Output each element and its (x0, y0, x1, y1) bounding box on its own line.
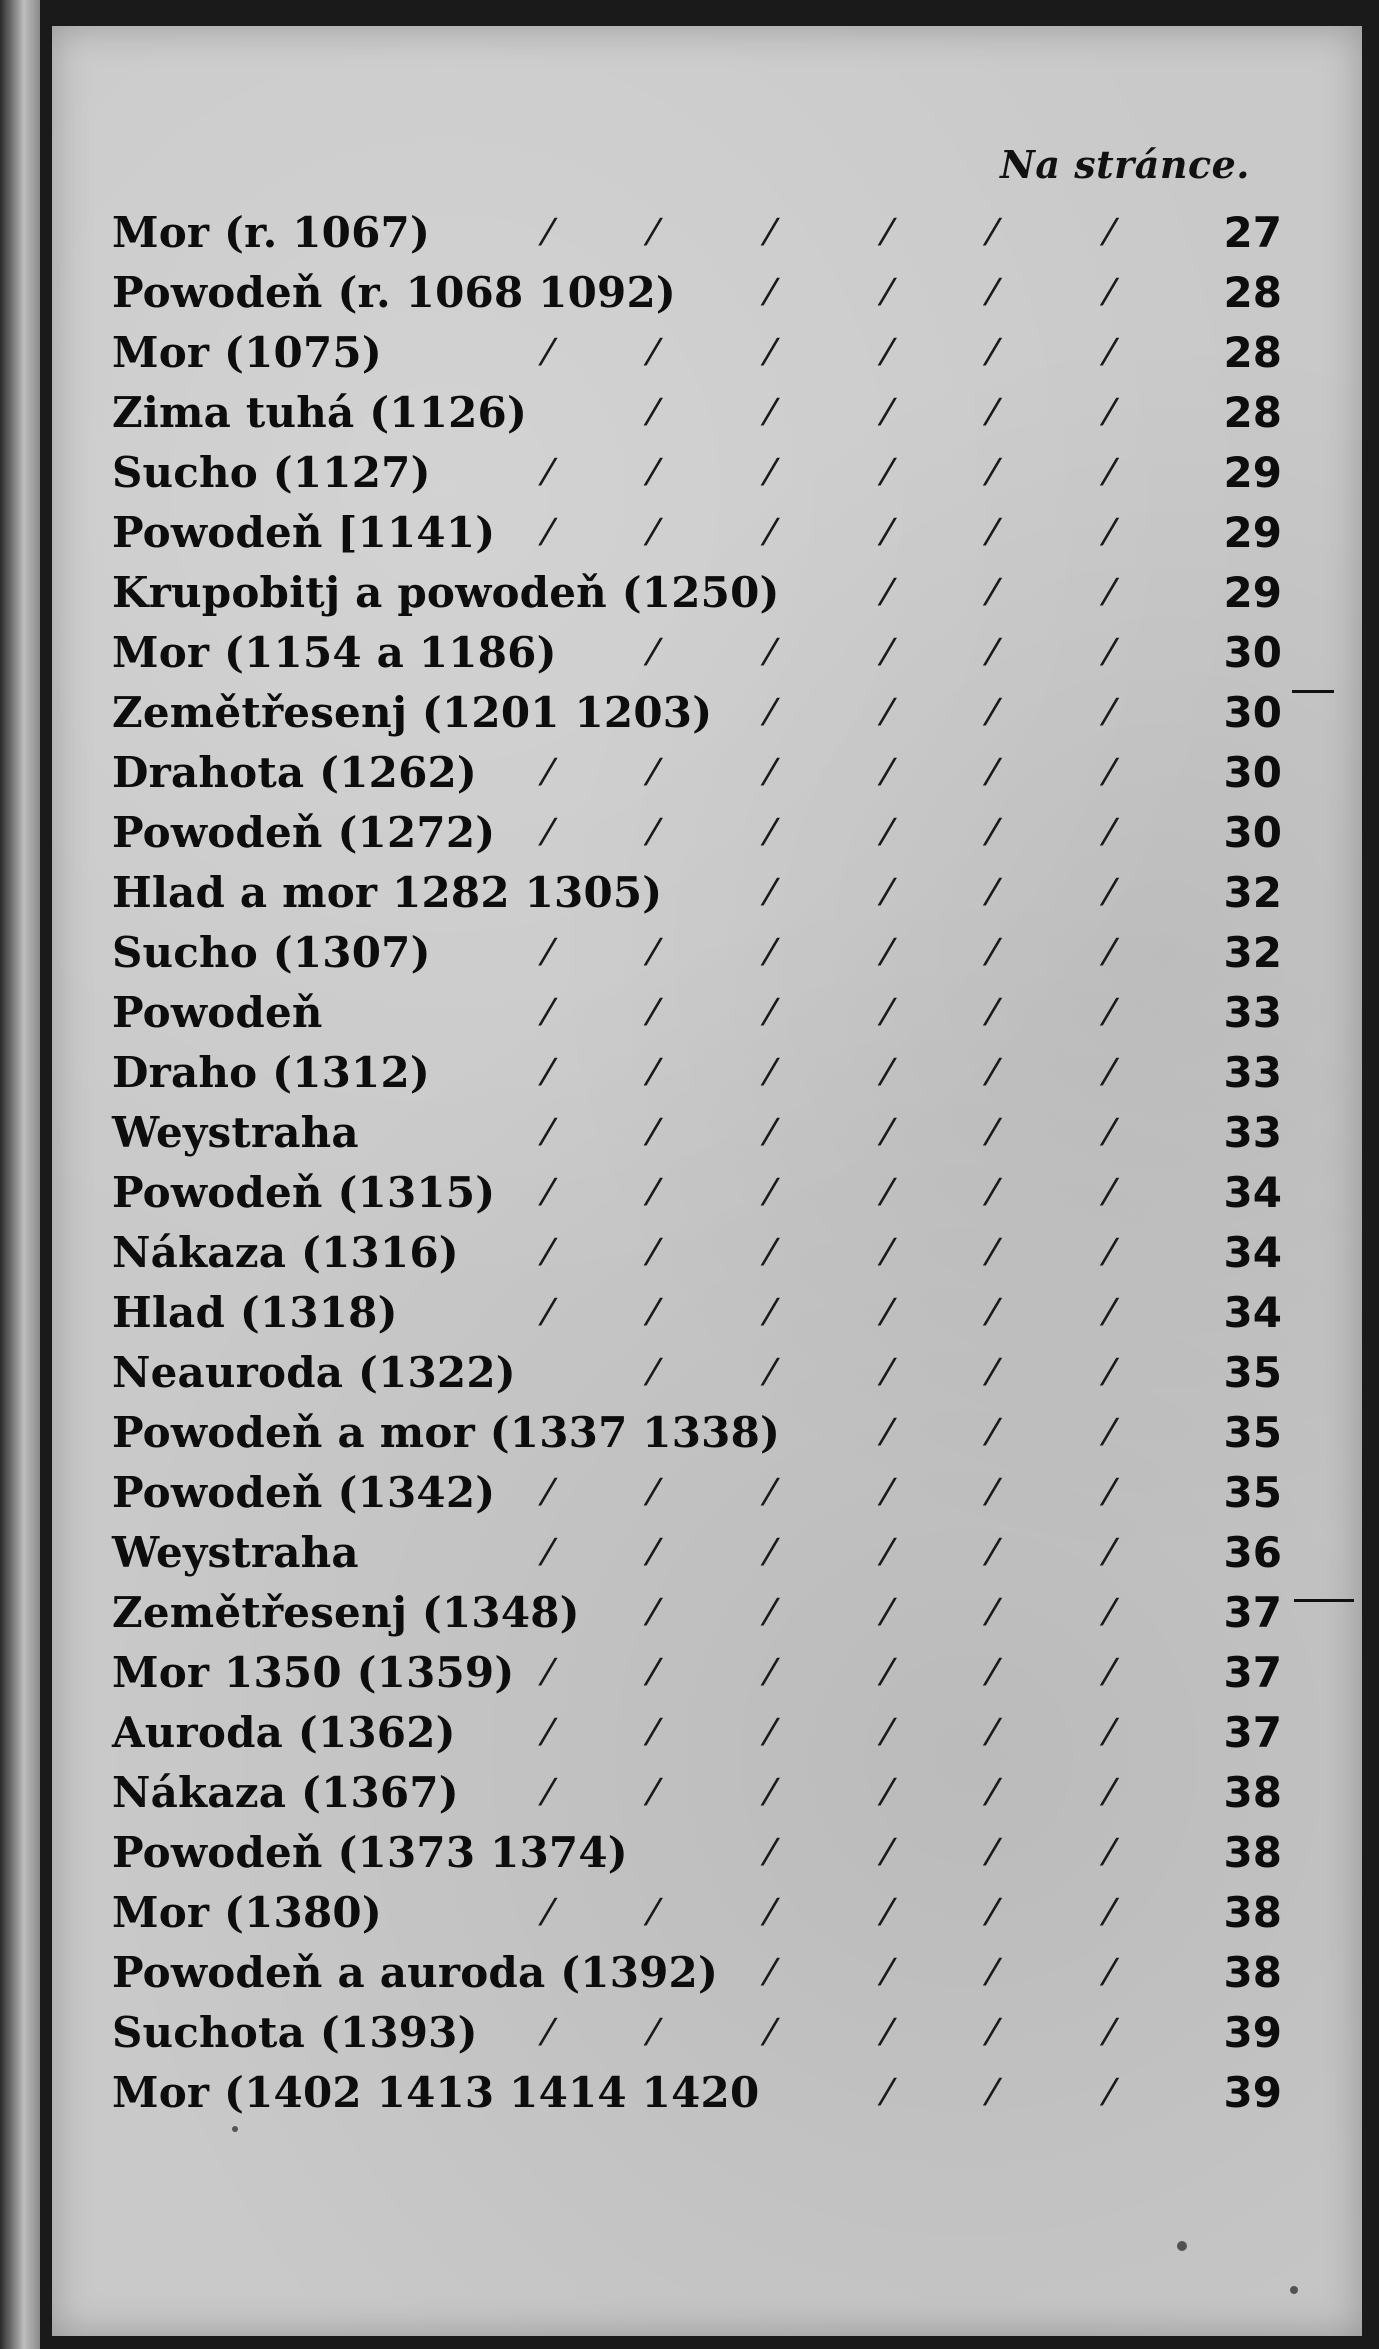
toc-entry (112, 1404, 1282, 1464)
leader-mark: ⁄ (884, 1952, 891, 1994)
leader-mark: ⁄ (989, 992, 996, 1034)
leader-mark: ⁄ (1106, 992, 1113, 1034)
leader-mark: ⁄ (544, 1892, 551, 1934)
left-page-edge (0, 0, 40, 2349)
leader-mark: ⁄ (1106, 512, 1113, 554)
toc-entry-title: Powodeň (1342) (112, 1468, 496, 1517)
toc-entry-page: 29 (1223, 568, 1282, 617)
leader-mark: ⁄ (544, 1172, 551, 1214)
leader-mark: ⁄ (544, 512, 551, 554)
leader-mark: ⁄ (544, 1772, 551, 1814)
leader-mark: ⁄ (884, 752, 891, 794)
leader-mark: ⁄ (767, 1292, 774, 1334)
leader-mark: ⁄ (989, 332, 996, 374)
leader-mark: ⁄ (650, 1232, 657, 1274)
leader-mark: ⁄ (1106, 452, 1113, 494)
leader-mark: ⁄ (989, 1892, 996, 1934)
leader-mark: ⁄ (989, 512, 996, 554)
leader-mark: ⁄ (767, 332, 774, 374)
leader-mark: ⁄ (989, 1952, 996, 1994)
toc-entry (112, 564, 1282, 624)
leader-mark: ⁄ (767, 692, 774, 734)
leader-mark: ⁄ (884, 1232, 891, 1274)
leader-mark: ⁄ (989, 1232, 996, 1274)
toc-entry-title: Sucho (1127) (112, 448, 431, 497)
leader-mark: ⁄ (884, 1712, 891, 1754)
toc-entry-page: 37 (1223, 1648, 1282, 1697)
leader-mark: ⁄ (989, 272, 996, 314)
leader-mark: ⁄ (650, 1472, 657, 1514)
leader-mark: ⁄ (1106, 1292, 1113, 1334)
leader-mark: ⁄ (1106, 1532, 1113, 1574)
leader-mark: ⁄ (884, 632, 891, 674)
toc-entry-page: 30 (1223, 748, 1282, 797)
toc-entry-page: 30 (1223, 688, 1282, 737)
toc-entry-page: 36 (1223, 1528, 1282, 1577)
leader-mark: ⁄ (650, 992, 657, 1034)
leader-mark: ⁄ (767, 752, 774, 794)
leader-mark: ⁄ (989, 2072, 996, 2114)
leader-mark: ⁄ (544, 1232, 551, 1274)
leader-mark: ⁄ (767, 392, 774, 434)
leader-mark: ⁄ (767, 1652, 774, 1694)
leader-mark: ⁄ (544, 992, 551, 1034)
toc-entry-page: 28 (1223, 268, 1282, 317)
toc-entry-page: 35 (1223, 1348, 1282, 1397)
toc-entry-title: Mor (1075) (112, 328, 382, 377)
toc-entry-title: Neauroda (1322) (112, 1348, 516, 1397)
leader-mark: ⁄ (544, 1052, 551, 1094)
toc-entry-title: Powodeň a mor (1337 1338) (112, 1408, 781, 1457)
toc-entry-title: Mor (1154 a 1186) (112, 628, 557, 677)
toc-entry (112, 204, 1282, 264)
toc-entry (112, 504, 1282, 564)
leader-mark: ⁄ (767, 932, 774, 974)
table-of-contents (112, 204, 1282, 2124)
leader-mark: ⁄ (767, 1892, 774, 1934)
leader-mark: ⁄ (650, 1892, 657, 1934)
toc-entry (112, 924, 1282, 984)
leader-mark: ⁄ (1106, 872, 1113, 914)
leader-mark: ⁄ (650, 1592, 657, 1634)
book-page (52, 26, 1362, 2336)
leader-mark: ⁄ (1106, 392, 1113, 434)
toc-entry-page: 30 (1223, 628, 1282, 677)
toc-entry-title: Weystraha (112, 1108, 359, 1157)
toc-entry (112, 684, 1282, 744)
toc-entry (112, 1944, 1282, 2004)
leader-mark: ⁄ (767, 1112, 774, 1154)
leader-mark: ⁄ (989, 872, 996, 914)
toc-entry-title: Powodeň (1315) (112, 1168, 496, 1217)
toc-entry-title: Powodeň (1272) (112, 808, 496, 857)
leader-mark: ⁄ (767, 1592, 774, 1634)
leader-mark: ⁄ (989, 1472, 996, 1514)
leader-mark: ⁄ (989, 392, 996, 434)
toc-entry (112, 2004, 1282, 2064)
pencil-mark (1294, 1599, 1354, 1602)
leader-mark: ⁄ (767, 452, 774, 494)
toc-entry-title: Drahota (1262) (112, 748, 477, 797)
toc-entry-page: 30 (1223, 808, 1282, 857)
toc-entry-page: 37 (1223, 1708, 1282, 1757)
leader-mark: ⁄ (884, 872, 891, 914)
leader-mark: ⁄ (767, 2012, 774, 2054)
leader-mark: ⁄ (884, 1772, 891, 1814)
leader-mark: ⁄ (989, 1172, 996, 1214)
leader-mark: ⁄ (650, 1532, 657, 1574)
toc-entry-page: 38 (1223, 1828, 1282, 1877)
leader-mark: ⁄ (1106, 1412, 1113, 1454)
leader-mark: ⁄ (989, 632, 996, 674)
toc-entry-page: 38 (1223, 1888, 1282, 1937)
leader-mark: ⁄ (989, 692, 996, 734)
toc-entry-page: 29 (1223, 508, 1282, 557)
toc-entry-page: 33 (1223, 988, 1282, 1037)
leader-mark: ⁄ (650, 212, 657, 254)
toc-entry (112, 1344, 1282, 1404)
leader-mark: ⁄ (1106, 332, 1113, 374)
leader-mark: ⁄ (884, 692, 891, 734)
leader-mark: ⁄ (884, 812, 891, 854)
leader-mark: ⁄ (767, 1172, 774, 1214)
leader-mark: ⁄ (544, 1472, 551, 1514)
toc-entry-page: 32 (1223, 928, 1282, 977)
leader-mark: ⁄ (884, 1352, 891, 1394)
toc-entry-title: Draho (1312) (112, 1048, 430, 1097)
leader-mark: ⁄ (544, 1712, 551, 1754)
leader-mark: ⁄ (1106, 1952, 1113, 1994)
leader-mark: ⁄ (650, 392, 657, 434)
leader-mark: ⁄ (767, 1472, 774, 1514)
toc-entry-page: 39 (1223, 2068, 1282, 2117)
leader-mark: ⁄ (544, 212, 551, 254)
leader-mark: ⁄ (767, 872, 774, 914)
leader-mark: ⁄ (1106, 1832, 1113, 1874)
leader-mark: ⁄ (884, 992, 891, 1034)
toc-entry-title: Powodeň (1373 1374) (112, 1828, 628, 1877)
toc-entry (112, 1104, 1282, 1164)
toc-entry-title: Mor (1402 1413 1414 1420 (112, 2068, 760, 2117)
page-column-header: Na stránce. (1000, 142, 1250, 187)
toc-entry (112, 984, 1282, 1044)
toc-entry (112, 804, 1282, 864)
leader-mark: ⁄ (884, 272, 891, 314)
leader-mark: ⁄ (989, 1532, 996, 1574)
leader-mark: ⁄ (544, 452, 551, 494)
leader-mark: ⁄ (767, 812, 774, 854)
leader-mark: ⁄ (544, 2012, 551, 2054)
toc-entry (112, 1884, 1282, 1944)
toc-entry (112, 1164, 1282, 1224)
toc-entry-page: 38 (1223, 1948, 1282, 1997)
paper-speck (232, 2126, 238, 2132)
leader-mark: ⁄ (884, 572, 891, 614)
leader-mark: ⁄ (1106, 2072, 1113, 2114)
leader-mark: ⁄ (1106, 812, 1113, 854)
toc-entry (112, 1644, 1282, 1704)
toc-entry-title: Zemětřesenj (1348) (112, 1588, 580, 1637)
leader-mark: ⁄ (544, 1532, 551, 1574)
leader-mark: ⁄ (650, 1052, 657, 1094)
leader-mark: ⁄ (884, 212, 891, 254)
leader-mark: ⁄ (884, 1052, 891, 1094)
leader-mark: ⁄ (989, 1412, 996, 1454)
toc-entry-title: Mor (r. 1067) (112, 208, 431, 257)
leader-mark: ⁄ (650, 752, 657, 794)
leader-mark: ⁄ (884, 1292, 891, 1334)
leader-mark: ⁄ (767, 1832, 774, 1874)
toc-entry-title: Mor 1350 (1359) (112, 1648, 515, 1697)
leader-mark: ⁄ (767, 272, 774, 314)
leader-mark: ⁄ (650, 452, 657, 494)
leader-mark: ⁄ (1106, 1772, 1113, 1814)
leader-mark: ⁄ (544, 932, 551, 974)
leader-mark: ⁄ (989, 1712, 996, 1754)
toc-entry-page: 29 (1223, 448, 1282, 497)
leader-mark: ⁄ (1106, 932, 1113, 974)
leader-mark: ⁄ (767, 1232, 774, 1274)
leader-mark: ⁄ (989, 1112, 996, 1154)
leader-mark: ⁄ (1106, 692, 1113, 734)
leader-mark: ⁄ (1106, 2012, 1113, 2054)
toc-entry (112, 2064, 1282, 2124)
leader-mark: ⁄ (884, 1172, 891, 1214)
leader-mark: ⁄ (767, 992, 774, 1034)
leader-mark: ⁄ (544, 1112, 551, 1154)
paper-speck (1177, 2241, 1187, 2251)
leader-mark: ⁄ (767, 1352, 774, 1394)
pencil-mark (1292, 690, 1334, 693)
toc-entry-title: Sucho (1307) (112, 928, 431, 977)
leader-mark: ⁄ (767, 1952, 774, 1994)
leader-mark: ⁄ (650, 2012, 657, 2054)
leader-mark: ⁄ (884, 1652, 891, 1694)
leader-mark: ⁄ (650, 1352, 657, 1394)
toc-entry (112, 1824, 1282, 1884)
leader-mark: ⁄ (884, 1412, 891, 1454)
leader-mark: ⁄ (989, 1352, 996, 1394)
toc-entry-title: Nákaza (1316) (112, 1228, 459, 1277)
leader-mark: ⁄ (989, 212, 996, 254)
toc-entry (112, 1044, 1282, 1104)
leader-mark: ⁄ (1106, 1712, 1113, 1754)
leader-mark: ⁄ (767, 632, 774, 674)
toc-entry (112, 1464, 1282, 1524)
leader-mark: ⁄ (884, 1472, 891, 1514)
toc-entry-page: 33 (1223, 1048, 1282, 1097)
leader-mark: ⁄ (884, 392, 891, 434)
toc-entry-title: Suchota (1393) (112, 2008, 478, 2057)
leader-mark: ⁄ (767, 1772, 774, 1814)
leader-mark: ⁄ (1106, 1892, 1113, 1934)
leader-mark: ⁄ (1106, 1172, 1113, 1214)
leader-mark: ⁄ (989, 1292, 996, 1334)
leader-mark: ⁄ (884, 452, 891, 494)
toc-entry-title: Powodeň [1141) (112, 508, 496, 557)
leader-mark: ⁄ (1106, 1652, 1113, 1694)
leader-mark: ⁄ (650, 1172, 657, 1214)
toc-entry (112, 864, 1282, 924)
leader-mark: ⁄ (544, 752, 551, 794)
toc-entry-page: 34 (1223, 1228, 1282, 1277)
toc-entry (112, 1284, 1282, 1344)
toc-entry-title: Mor (1380) (112, 1888, 382, 1937)
toc-entry-page: 32 (1223, 868, 1282, 917)
leader-mark: ⁄ (884, 932, 891, 974)
leader-mark: ⁄ (1106, 632, 1113, 674)
toc-entry (112, 624, 1282, 684)
leader-mark: ⁄ (989, 812, 996, 854)
leader-mark: ⁄ (650, 1292, 657, 1334)
toc-entry-page: 39 (1223, 2008, 1282, 2057)
toc-entry-title: Powodeň (112, 988, 323, 1037)
leader-mark: ⁄ (989, 1772, 996, 1814)
toc-entry-page: 38 (1223, 1768, 1282, 1817)
leader-mark: ⁄ (884, 2072, 891, 2114)
toc-entry-page: 37 (1223, 1588, 1282, 1637)
leader-mark: ⁄ (884, 2012, 891, 2054)
toc-entry-page: 34 (1223, 1288, 1282, 1337)
toc-entry-title: Zemětřesenj (1201 1203) (112, 688, 713, 737)
leader-mark: ⁄ (1106, 1592, 1113, 1634)
toc-entry (112, 1584, 1282, 1644)
toc-entry (112, 1764, 1282, 1824)
toc-entry-title: Hlad (1318) (112, 1288, 398, 1337)
leader-mark: ⁄ (650, 812, 657, 854)
leader-mark: ⁄ (544, 812, 551, 854)
leader-mark: ⁄ (1106, 212, 1113, 254)
leader-mark: ⁄ (989, 932, 996, 974)
leader-mark: ⁄ (1106, 572, 1113, 614)
toc-entry-page: 35 (1223, 1468, 1282, 1517)
toc-entry-title: Powodeň (r. 1068 1092) (112, 268, 676, 317)
leader-mark: ⁄ (989, 1592, 996, 1634)
leader-mark: ⁄ (544, 1292, 551, 1334)
toc-entry-title: Zima tuhá (1126) (112, 388, 528, 437)
leader-mark: ⁄ (650, 1772, 657, 1814)
toc-entry-page: 28 (1223, 388, 1282, 437)
leader-mark: ⁄ (989, 572, 996, 614)
leader-mark: ⁄ (650, 1712, 657, 1754)
toc-entry-title: Auroda (1362) (112, 1708, 456, 1757)
leader-mark: ⁄ (544, 332, 551, 374)
leader-mark: ⁄ (650, 1652, 657, 1694)
toc-entry-title: Weystraha (112, 1528, 359, 1577)
toc-entry (112, 1224, 1282, 1284)
toc-entry (112, 264, 1282, 324)
leader-mark: ⁄ (650, 1112, 657, 1154)
leader-mark: ⁄ (767, 1712, 774, 1754)
leader-mark: ⁄ (1106, 1472, 1113, 1514)
toc-entry (112, 1704, 1282, 1764)
leader-mark: ⁄ (1106, 1352, 1113, 1394)
leader-mark: ⁄ (1106, 752, 1113, 794)
leader-mark: ⁄ (989, 1052, 996, 1094)
toc-entry-page: 34 (1223, 1168, 1282, 1217)
leader-mark: ⁄ (767, 212, 774, 254)
leader-mark: ⁄ (650, 512, 657, 554)
leader-mark: ⁄ (884, 1112, 891, 1154)
toc-entry-page: 28 (1223, 328, 1282, 377)
leader-mark: ⁄ (989, 2012, 996, 2054)
leader-mark: ⁄ (767, 512, 774, 554)
toc-entry-page: 33 (1223, 1108, 1282, 1157)
leader-mark: ⁄ (1106, 1232, 1113, 1274)
toc-entry-page: 35 (1223, 1408, 1282, 1457)
leader-mark: ⁄ (884, 1592, 891, 1634)
toc-entry (112, 384, 1282, 444)
leader-mark: ⁄ (989, 752, 996, 794)
toc-entry-title: Powodeň a auroda (1392) (112, 1948, 719, 1997)
leader-mark: ⁄ (650, 632, 657, 674)
leader-mark: ⁄ (650, 332, 657, 374)
toc-entry-title: Krupobitj a powodeň (1250) (112, 568, 780, 617)
toc-entry-title: Hlad a mor 1282 1305) (112, 868, 663, 917)
leader-mark: ⁄ (884, 512, 891, 554)
toc-entry (112, 1524, 1282, 1584)
leader-mark: ⁄ (1106, 1112, 1113, 1154)
paper-speck (1290, 2286, 1298, 2294)
toc-entry-page: 27 (1223, 208, 1282, 257)
toc-entry (112, 324, 1282, 384)
toc-entry-title: Nákaza (1367) (112, 1768, 459, 1817)
leader-mark: ⁄ (884, 1532, 891, 1574)
leader-mark: ⁄ (767, 1052, 774, 1094)
leader-mark: ⁄ (884, 1892, 891, 1934)
leader-mark: ⁄ (650, 932, 657, 974)
leader-mark: ⁄ (1106, 1052, 1113, 1094)
leader-mark: ⁄ (544, 1652, 551, 1694)
toc-entry (112, 444, 1282, 504)
leader-mark: ⁄ (884, 332, 891, 374)
toc-entry (112, 744, 1282, 804)
leader-mark: ⁄ (989, 452, 996, 494)
leader-mark: ⁄ (767, 1532, 774, 1574)
leader-mark: ⁄ (989, 1652, 996, 1694)
leader-mark: ⁄ (884, 1832, 891, 1874)
leader-mark: ⁄ (989, 1832, 996, 1874)
leader-mark: ⁄ (1106, 272, 1113, 314)
